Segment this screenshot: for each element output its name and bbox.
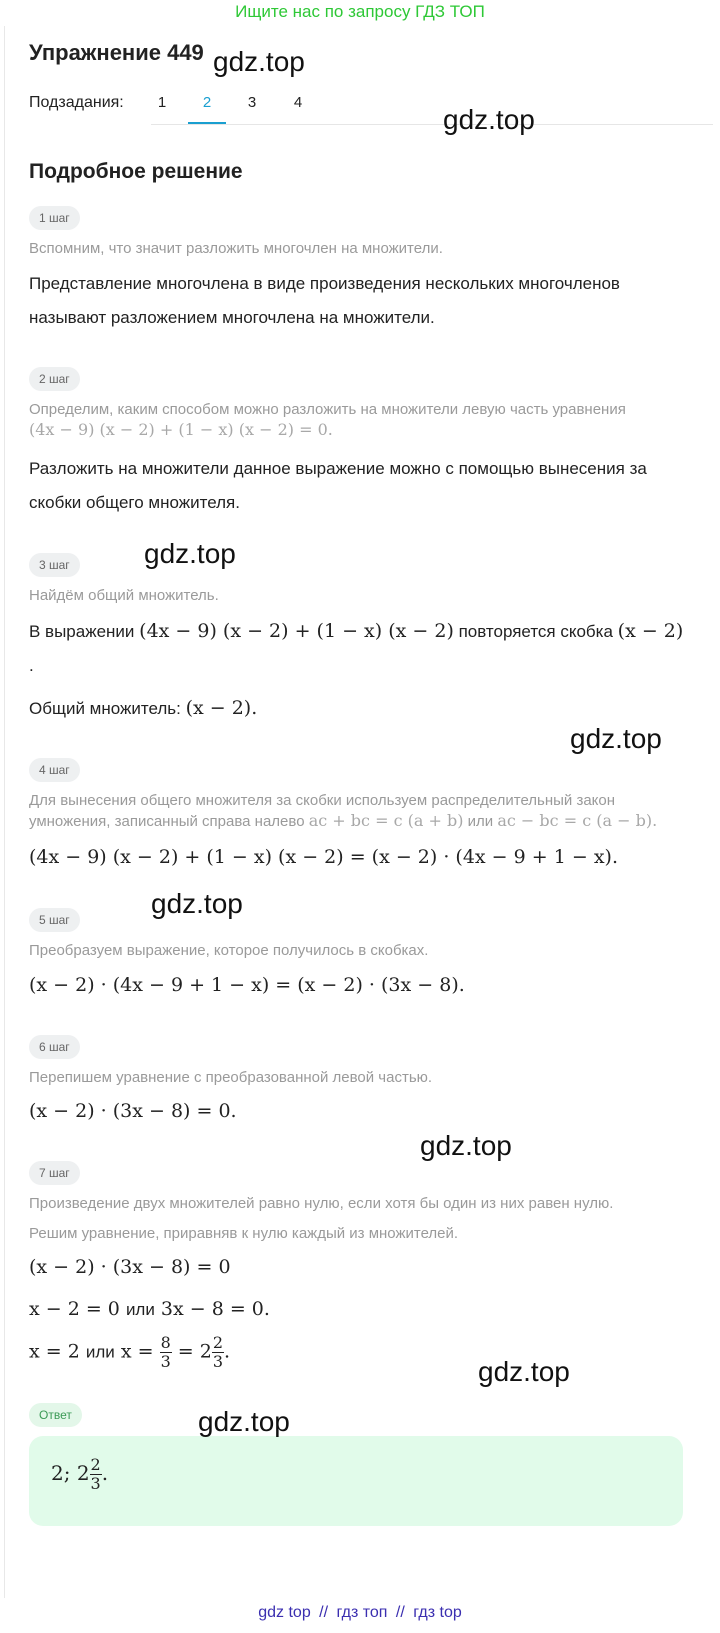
- fraction-8-3: [160, 1334, 172, 1371]
- root-1: x = 2: [29, 1340, 80, 1363]
- footer-links: [0, 1604, 720, 1622]
- common-factor-label: Общий множитель:: [29, 699, 181, 718]
- fraction-numerator: 2: [212, 1333, 224, 1352]
- step-4-math: (4x − 9) (x − 2) + (1 − x) (x − 2) = (x − 2) · (4x − 9 + 1 − x).: [29, 846, 618, 868]
- step-7: [29, 1161, 80, 1185]
- root-2-prefix: x =: [120, 1340, 154, 1363]
- or-word: или: [85, 1342, 115, 1362]
- step-5-math: (x − 2) · (4x − 9 + 1 − x) = (x − 2) · (3x − 8).: [29, 974, 465, 996]
- step-badge: 7 шаг: [29, 1161, 80, 1185]
- tab-subtask-3[interactable]: 3: [247, 94, 257, 111]
- fraction-numerator: 2: [90, 1455, 101, 1474]
- step-7-math-1: (x − 2) · (3x − 8) = 0: [29, 1256, 231, 1278]
- step-4: [29, 758, 80, 782]
- step-4-hint: [29, 791, 689, 832]
- step-1-text: Представление многочлена в виде произведения нескольких многочленов называют разложением многочлена на множители.: [29, 274, 620, 327]
- step-6-hint: Перепишем уравнение с преобразованной левой частью.: [29, 1069, 433, 1086]
- tab-subtask-2[interactable]: 2: [202, 94, 212, 111]
- watermark: gdz.top: [478, 1356, 570, 1387]
- tab-subtask-4[interactable]: 4: [293, 94, 303, 111]
- step-7-hint: Произведение двух множителей равно нулю, если хотя бы один из них равен нулю.: [29, 1195, 614, 1212]
- watermark: gdz.top: [213, 46, 305, 77]
- content-card: [4, 26, 717, 1598]
- section-title: Подробное решение: [29, 160, 243, 183]
- watermark: gdz.top: [151, 888, 243, 919]
- step-4-hint-text: Для вынесения общего множителя за скобки используем распределительный закон умножения, записанный справа налево: [29, 792, 616, 830]
- step-7-math-2: [29, 1298, 270, 1320]
- watermark: gdz.top: [420, 1130, 512, 1161]
- step-2-text: Разложить на множители данное выражение можно с помощью вынесения за скобки общего множителя.: [29, 459, 647, 512]
- step-6: [29, 1035, 80, 1059]
- step-5: [29, 908, 80, 932]
- step-4-hint-math-1: ac + bc = c (a + b): [308, 811, 464, 830]
- step-3-expression: (4x − 9) (x − 2) + (1 − x) (x − 2): [139, 620, 454, 642]
- answer-end: .: [101, 1461, 109, 1485]
- step-6-math: (x − 2) · (3x − 8) = 0.: [29, 1100, 237, 1122]
- fraction-denominator: 3: [90, 1474, 101, 1493]
- step-3: [29, 553, 80, 577]
- watermark: gdz.top: [570, 723, 662, 754]
- footer-separator: //: [395, 1604, 405, 1621]
- step-badge: 6 шаг: [29, 1035, 80, 1059]
- fraction-denominator: 3: [160, 1352, 171, 1371]
- answer-label: [29, 1403, 82, 1427]
- step-1: [29, 206, 80, 230]
- footer-link-2[interactable]: гдз топ: [336, 1604, 388, 1621]
- answer-fraction: [90, 1456, 102, 1493]
- common-factor-math: (x − 2).: [185, 697, 258, 719]
- tab-subtask-1[interactable]: 1: [157, 94, 167, 111]
- answer-box: [29, 1436, 683, 1526]
- step-4-hint-math-2: ac − bc = c (a − b).: [497, 811, 658, 830]
- tabs-divider: [151, 124, 713, 125]
- active-tab-indicator: [188, 122, 226, 124]
- step-3-text-middle: повторяется скобка: [458, 622, 613, 641]
- watermark: gdz.top: [443, 104, 535, 135]
- root-2-end: .: [224, 1340, 231, 1363]
- step-3-text: [29, 614, 699, 683]
- fraction-2-3: [212, 1334, 224, 1371]
- step-badge: 4 шаг: [29, 758, 80, 782]
- step-1-hint: Вспомним, что значит разложить многочлен на множители.: [29, 240, 443, 257]
- step-badge: 3 шаг: [29, 553, 80, 577]
- subtasks-label: Подзадания:: [29, 94, 124, 111]
- or-word: или: [125, 1300, 155, 1319]
- step-3-common: [29, 691, 699, 726]
- equation-a: x − 2 = 0: [29, 1298, 120, 1320]
- step-4-hint-or: или: [467, 813, 494, 830]
- step-3-text-end: .: [29, 656, 34, 675]
- step-7-math-3: [29, 1334, 230, 1371]
- step-2-hint-math: (4x − 9) (x − 2) + (1 − x) (x − 2) = 0.: [29, 420, 333, 439]
- footer-separator: //: [319, 1604, 329, 1621]
- footer-link-3[interactable]: гдз top: [413, 1604, 462, 1621]
- fraction-numerator: 8: [160, 1333, 171, 1352]
- footer-link-1[interactable]: gdz top: [258, 1604, 311, 1621]
- step-3-hint: Найдём общий множитель.: [29, 587, 219, 604]
- equation-b: 3x − 8 = 0.: [160, 1298, 270, 1320]
- root-2-eq: = 2: [177, 1340, 212, 1363]
- step-badge: 1 шаг: [29, 206, 80, 230]
- watermark: gdz.top: [144, 538, 236, 569]
- step-7-hint-2: Решим уравнение, приравняв к нулю каждый из множителей.: [29, 1225, 459, 1242]
- page-title: Упражнение 449: [29, 40, 204, 65]
- top-banner[interactable]: Ищите нас по запросу ГДЗ ТОП: [235, 2, 485, 21]
- step-badge: 5 шаг: [29, 908, 80, 932]
- fraction-denominator: 3: [212, 1352, 224, 1371]
- step-2: [29, 367, 80, 391]
- answer-badge: Ответ: [29, 1403, 82, 1427]
- answer-prefix: 2; 2: [51, 1461, 90, 1485]
- step-3-text-prefix: В выражении: [29, 622, 135, 641]
- step-2-hint: [29, 400, 689, 441]
- step-3-bracket: (x − 2): [617, 620, 684, 642]
- step-badge: 2 шаг: [29, 367, 80, 391]
- step-5-hint: Преобразуем выражение, которое получилось в скобках.: [29, 942, 429, 959]
- answer-value: [51, 1456, 108, 1493]
- watermark: gdz.top: [198, 1406, 290, 1437]
- step-2-hint-text: Определим, каким способом можно разложить на множители левую часть уравнения: [29, 401, 626, 418]
